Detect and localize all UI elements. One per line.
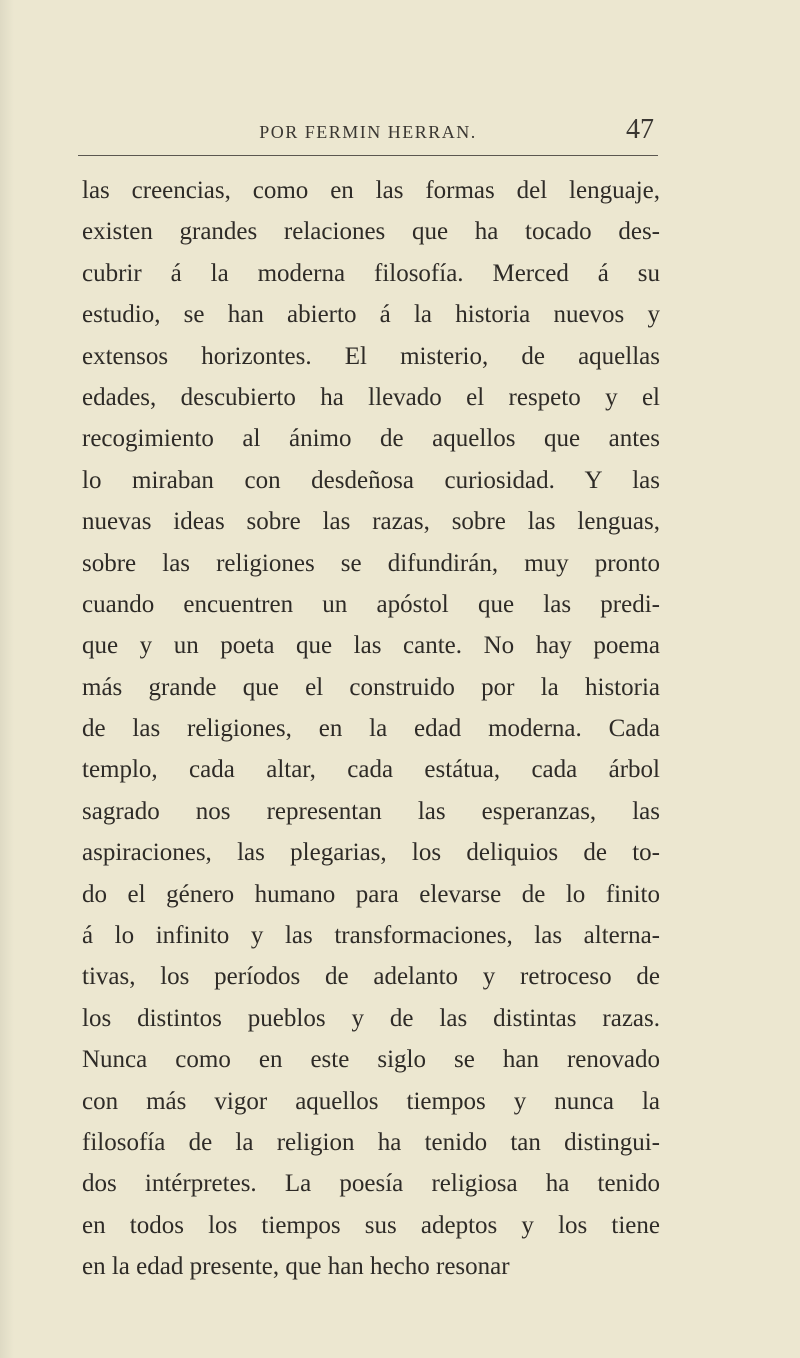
text-line: Nunca como en este siglo se han renovado <box>82 1046 660 1074</box>
text-line: recogimiento al ánimo de aquellos que antes <box>82 425 660 453</box>
text-line: que y un poeta que las cante. No hay poema <box>82 632 660 660</box>
text-line: edades, descubierto ha llevado el respeto y el <box>82 383 660 411</box>
text-line: cubrir á la moderna filosofía. Merced á su <box>82 259 660 287</box>
text-line: do el género humano para elevarse de lo finito <box>82 880 660 908</box>
running-title: POR FERMIN HERRAN. <box>259 122 477 142</box>
text-line: existen grandes relaciones que ha tocado des- <box>82 218 660 246</box>
text-line: las creencias, como en las formas del lenguaje, <box>82 177 660 204</box>
text-line: sobre las religiones se difundirán, muy pronto <box>82 549 660 577</box>
text-line: más grande que el construido por la historia <box>82 673 660 701</box>
text-line: los distintos pueblos y de las distintas razas. <box>82 1004 660 1032</box>
text-line: templo, cada altar, cada estátua, cada árbol <box>82 756 660 784</box>
text-line: dos intérpretes. La poesía religiosa ha tenido <box>82 1170 660 1198</box>
text-line: en la edad presente, que han hecho resonar <box>82 1253 510 1281</box>
page-number: 47 <box>626 114 654 145</box>
body-text <box>82 170 660 1288</box>
text-line: aspiraciones, las plegarias, los deliquios de to- <box>82 839 660 867</box>
text-line: estudio, se han abierto á la historia nuevos y <box>82 301 660 329</box>
text-line: extensos horizontes. El misterio, de aquellas <box>82 342 660 370</box>
text-line: lo miraban con desdeñosa curiosidad. Y las <box>82 466 660 494</box>
text-line: tivas, los períodos de adelanto y retroceso de <box>82 963 660 991</box>
text-line: en todos los tiempos sus adeptos y los tiene <box>82 1211 660 1239</box>
running-head <box>78 116 658 150</box>
text-line: de las religiones, en la edad moderna. Cada <box>82 715 660 743</box>
text-line: cuando encuentren un apóstol que las predi- <box>82 590 660 618</box>
text-line: nuevas ideas sobre las razas, sobre las lenguas, <box>82 508 660 536</box>
header-rule <box>78 155 658 156</box>
text-line: sagrado nos representan las esperanzas, las <box>82 797 660 825</box>
text-line: con más vigor aquellos tiempos y nunca la <box>82 1087 660 1115</box>
text-line: filosofía de la religion ha tenido tan distingui- <box>82 1128 660 1156</box>
text-line: á lo infinito y las transformaciones, las alterna- <box>82 922 660 950</box>
